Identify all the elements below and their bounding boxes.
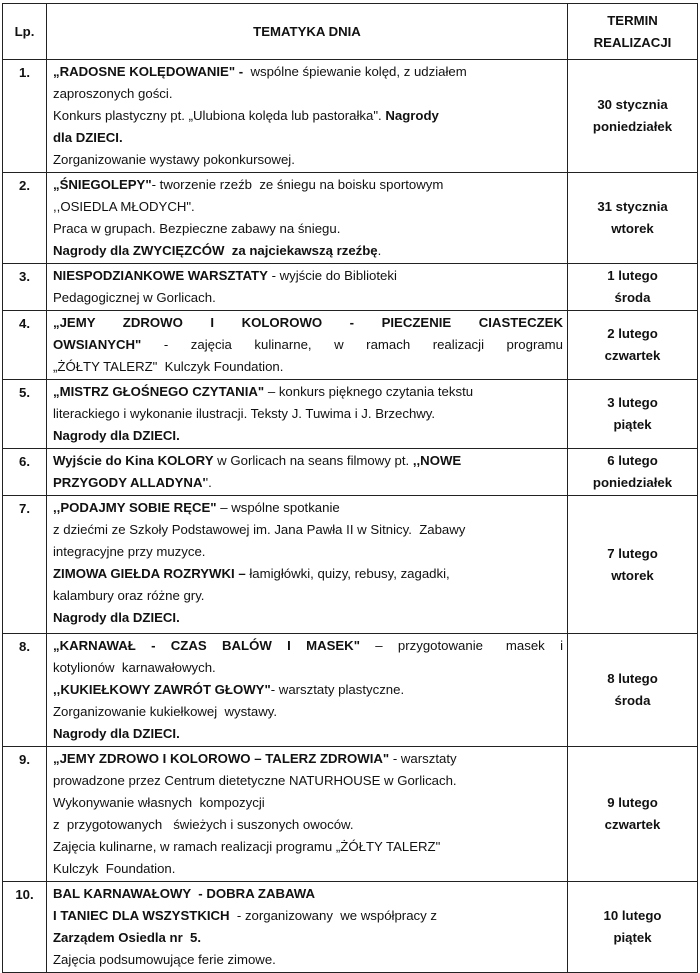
- theme-text: Kulczyk Foundation.: [53, 861, 176, 876]
- term-weekday: poniedziałek: [592, 119, 673, 134]
- theme-text: Zajęcia podsumowujące ferie zimowe.: [53, 952, 276, 967]
- theme-text-bold: ZIMOWA GIEŁDA ROZRYWKI –: [53, 566, 246, 581]
- theme-line: [53, 949, 563, 971]
- theme-line: [53, 83, 563, 105]
- theme-line: [53, 497, 563, 519]
- theme-line: [53, 748, 563, 770]
- day-theme-cell: [47, 882, 568, 973]
- day-theme-cell: [47, 311, 568, 380]
- table-row: [3, 747, 698, 882]
- header-term-line2: REALIZACJI: [593, 34, 672, 50]
- theme-line: [53, 196, 563, 218]
- theme-line: [53, 519, 563, 541]
- theme-line: [53, 450, 563, 472]
- day-theme-cell: [47, 60, 568, 173]
- theme-line: [53, 425, 563, 447]
- term-cell: [568, 634, 698, 747]
- row-number: 7.: [3, 496, 47, 634]
- term-weekday: piątek: [613, 417, 652, 432]
- theme-line: [53, 927, 563, 949]
- header-term-line1: TERMIN: [607, 12, 658, 28]
- term-date: 3 lutego: [607, 395, 658, 410]
- term-weekday: poniedziałek: [592, 475, 673, 490]
- theme-line: [53, 174, 563, 196]
- theme-text-bold: BAL KARNAWAŁOWY - DOBRA ZABAWA: [53, 886, 316, 901]
- theme-line: [53, 472, 563, 494]
- term-date: 30 stycznia: [597, 97, 668, 112]
- day-theme-cell: [47, 264, 568, 311]
- theme-text-bold: Wyjście do Kina: [53, 453, 158, 468]
- theme-text: z dziećmi ze Szkoły Podstawowej im. Jana Pawła II w Sitnicy. Zabawy: [53, 522, 466, 537]
- term-cell: [568, 449, 698, 496]
- header-row: [3, 4, 698, 60]
- schedule-rows: [3, 60, 698, 973]
- theme-text: .: [377, 243, 382, 258]
- row-number: 5.: [3, 380, 47, 449]
- theme-text: literackiego i wykonanie ilustracji. Teksty J. Tuwima i J. Brzechwy.: [53, 406, 436, 421]
- term-date: 8 lutego: [607, 671, 658, 686]
- theme-text-bold: „KARNAWAŁ - CZAS BALÓW I MASEK": [53, 638, 360, 653]
- day-theme-cell: [47, 173, 568, 264]
- row-number: 1.: [3, 60, 47, 173]
- theme-text: łamigłówki, quizy, rebusy, zagadki,: [245, 566, 450, 581]
- theme-line: [53, 334, 563, 356]
- theme-line: [53, 265, 563, 287]
- theme-text: zaproszonych gości.: [53, 86, 173, 101]
- theme-line: [53, 723, 563, 745]
- theme-line: [53, 607, 563, 629]
- theme-text-bold: Nagrody dla DZIECI.: [53, 428, 180, 443]
- theme-text: kalambury oraz różne gry.: [53, 588, 205, 603]
- term-weekday: środa: [614, 693, 651, 708]
- day-theme-cell: [47, 449, 568, 496]
- term-weekday: wtorek: [611, 567, 654, 583]
- header-lp: Lp.: [3, 4, 47, 60]
- theme-text: prowadzone przez Centrum dietetyczne NATURHOUSE w Gorlicach.: [53, 773, 457, 788]
- theme-line: [53, 770, 563, 792]
- theme-line: [53, 403, 563, 425]
- theme-text: Wykonywanie własnych kompozycji: [53, 795, 265, 810]
- theme-text: – konkurs pięknego czytania tekstu: [264, 384, 474, 399]
- theme-text: Praca w grupach. Bezpieczne zabawy na śniegu.: [53, 221, 341, 236]
- header-term: [568, 4, 698, 60]
- term-date: 10 lutego: [603, 908, 662, 923]
- theme-text-bold: Nagrody dla DZIECI.: [53, 610, 180, 625]
- day-theme-cell: [47, 496, 568, 634]
- theme-line: [53, 858, 563, 880]
- term-date: 31 stycznia: [597, 199, 668, 214]
- theme-line: [53, 105, 563, 127]
- term-cell: [568, 60, 698, 173]
- theme-text: w Gorlicach na seans filmowy pt.: [213, 453, 413, 468]
- header-theme: TEMATYKA DNIA: [47, 4, 568, 60]
- term-weekday: czwartek: [604, 348, 661, 363]
- row-number: 9.: [3, 747, 47, 882]
- row-number: 2.: [3, 173, 47, 264]
- theme-text-bold: NIESPODZIANKOWE WARSZTATY: [53, 268, 268, 283]
- table-row: [3, 311, 698, 380]
- table-row: [3, 264, 698, 311]
- term-cell: [568, 380, 698, 449]
- theme-text: '.: [205, 475, 212, 490]
- theme-text-bold: Nagrody: [385, 108, 439, 123]
- term-weekday: środa: [614, 290, 651, 305]
- theme-line: [53, 312, 563, 334]
- day-theme-cell: [47, 380, 568, 449]
- theme-text: z przygotowanych świeżych i suszonych owoców.: [53, 817, 354, 832]
- theme-text-bold: „JEMY ZDROWO I KOLOROWO - PIECZENIE CIASTECZEK: [53, 315, 563, 330]
- theme-text: Pedagogicznej w Gorlicach.: [53, 290, 216, 305]
- theme-line: [53, 356, 563, 378]
- table-row: [3, 173, 698, 264]
- theme-line: [53, 61, 563, 83]
- theme-text-bold: dla DZIECI.: [53, 130, 123, 145]
- theme-line: [53, 883, 563, 905]
- term-date: 1 lutego: [607, 268, 658, 283]
- row-number: 6.: [3, 449, 47, 496]
- theme-text: Zorganizowanie kukiełkowej wystawy.: [53, 704, 278, 719]
- term-cell: [568, 264, 698, 311]
- term-weekday: wtorek: [611, 221, 654, 236]
- term-weekday: czwartek: [604, 817, 661, 832]
- table-row: [3, 380, 698, 449]
- theme-line: [53, 905, 563, 927]
- theme-text-bold: Nagrody dla ZWYCIĘZCÓW za najciekawszą rzeźbę: [53, 243, 378, 258]
- term-cell: [568, 173, 698, 264]
- theme-text: integracyjne przy muzyce.: [53, 544, 206, 559]
- theme-text-bold: ,,PODAJMY SOBIE RĘCE": [53, 500, 217, 515]
- theme-text: - wyjście do Biblioteki: [267, 268, 397, 283]
- theme-line: [53, 127, 563, 149]
- row-number: 4.: [3, 311, 47, 380]
- theme-text-bold: PRZYGODY ALLADYNA': [53, 475, 206, 490]
- table-row: [3, 60, 698, 173]
- theme-text-bold: „MISTRZ GŁOŚNEGO CZYTANIA": [53, 384, 265, 399]
- theme-line: [53, 792, 563, 814]
- theme-line: [53, 218, 563, 240]
- theme-text: wspólne śpiewanie kolęd, z udziałem: [243, 64, 467, 79]
- winter-holiday-schedule-table: [2, 3, 698, 973]
- theme-text: - warsztaty plastyczne.: [270, 682, 405, 697]
- term-cell: [568, 882, 698, 973]
- row-number: 3.: [3, 264, 47, 311]
- theme-text: - tworzenie rzeźb ze śniegu na boisku sportowym: [151, 177, 444, 192]
- theme-text-bold: OWSIANYCH": [53, 337, 142, 352]
- theme-text-bold: ,,KUKIEŁKOWY ZAWRÓT GŁOWY": [53, 682, 271, 697]
- theme-text: - zorganizowany we współpracy z: [229, 908, 437, 923]
- theme-line: [53, 563, 563, 585]
- term-cell: [568, 747, 698, 882]
- theme-text: ,,OSIEDLA MŁODYCH".: [53, 199, 195, 214]
- theme-line: [53, 585, 563, 607]
- theme-text: Konkurs plastyczny pt. „Ulubiona kolęda lub pastorałka".: [53, 108, 386, 123]
- row-number: 10.: [3, 882, 47, 973]
- theme-line: [53, 635, 563, 657]
- theme-text-bold: „RADOSNE KOLĘDOWANIE" -: [53, 64, 244, 79]
- theme-line: [53, 381, 563, 403]
- day-theme-cell: [47, 747, 568, 882]
- theme-text: Zorganizowanie wystawy pokonkursowej.: [53, 152, 295, 167]
- theme-text-bold: Zarządem Osiedla nr 5.: [53, 930, 202, 945]
- theme-text: „ŻÓŁTY TALERZ" Kulczyk Foundation.: [53, 359, 284, 374]
- theme-line: [53, 541, 563, 563]
- theme-line: [53, 149, 563, 171]
- term-cell: [568, 311, 698, 380]
- theme-text: kotylionów karnawałowych.: [53, 660, 216, 675]
- day-theme-cell: [47, 634, 568, 747]
- theme-line: [53, 657, 563, 679]
- theme-text: – przygotowanie masek i: [359, 638, 563, 653]
- term-date: 7 lutego: [607, 545, 658, 561]
- theme-text: - warsztaty: [389, 751, 457, 766]
- theme-line: [53, 679, 563, 701]
- theme-text: - zajęcia kulinarne, w ramach realizacji programu: [141, 337, 563, 352]
- table-row: [3, 449, 698, 496]
- term-date: 2 lutego: [607, 326, 658, 341]
- theme-text-bold: ,,NOWE: [412, 453, 462, 468]
- term-date: 9 lutego: [607, 795, 658, 810]
- theme-line: [53, 701, 563, 723]
- theme-text-bold: „ŚNIEGOLEPY": [53, 177, 152, 192]
- theme-line: [53, 287, 563, 309]
- theme-line: [53, 240, 563, 262]
- term-cell: [568, 496, 698, 634]
- table-row: [3, 634, 698, 747]
- table-row: [3, 496, 698, 634]
- theme-text-bold: Nagrody dla DZIECI.: [53, 726, 180, 741]
- row-number: 8.: [3, 634, 47, 747]
- theme-text-bold: I TANIEC DLA WSZYSTKICH: [53, 908, 230, 923]
- table-row: [3, 882, 698, 973]
- theme-line: [53, 814, 563, 836]
- theme-text-bold: KOLORY: [157, 453, 214, 468]
- term-weekday: piątek: [613, 930, 652, 945]
- theme-line: [53, 836, 563, 858]
- theme-text-bold: „JEMY ZDROWO I KOLOROWO – TALERZ ZDROWIA": [53, 751, 390, 766]
- theme-text: – wspólne spotkanie: [216, 500, 340, 515]
- term-date: 6 lutego: [607, 453, 658, 468]
- theme-text: Zajęcia kulinarne, w ramach realizacji programu „ŻÓŁTY TALERZ": [53, 839, 441, 854]
